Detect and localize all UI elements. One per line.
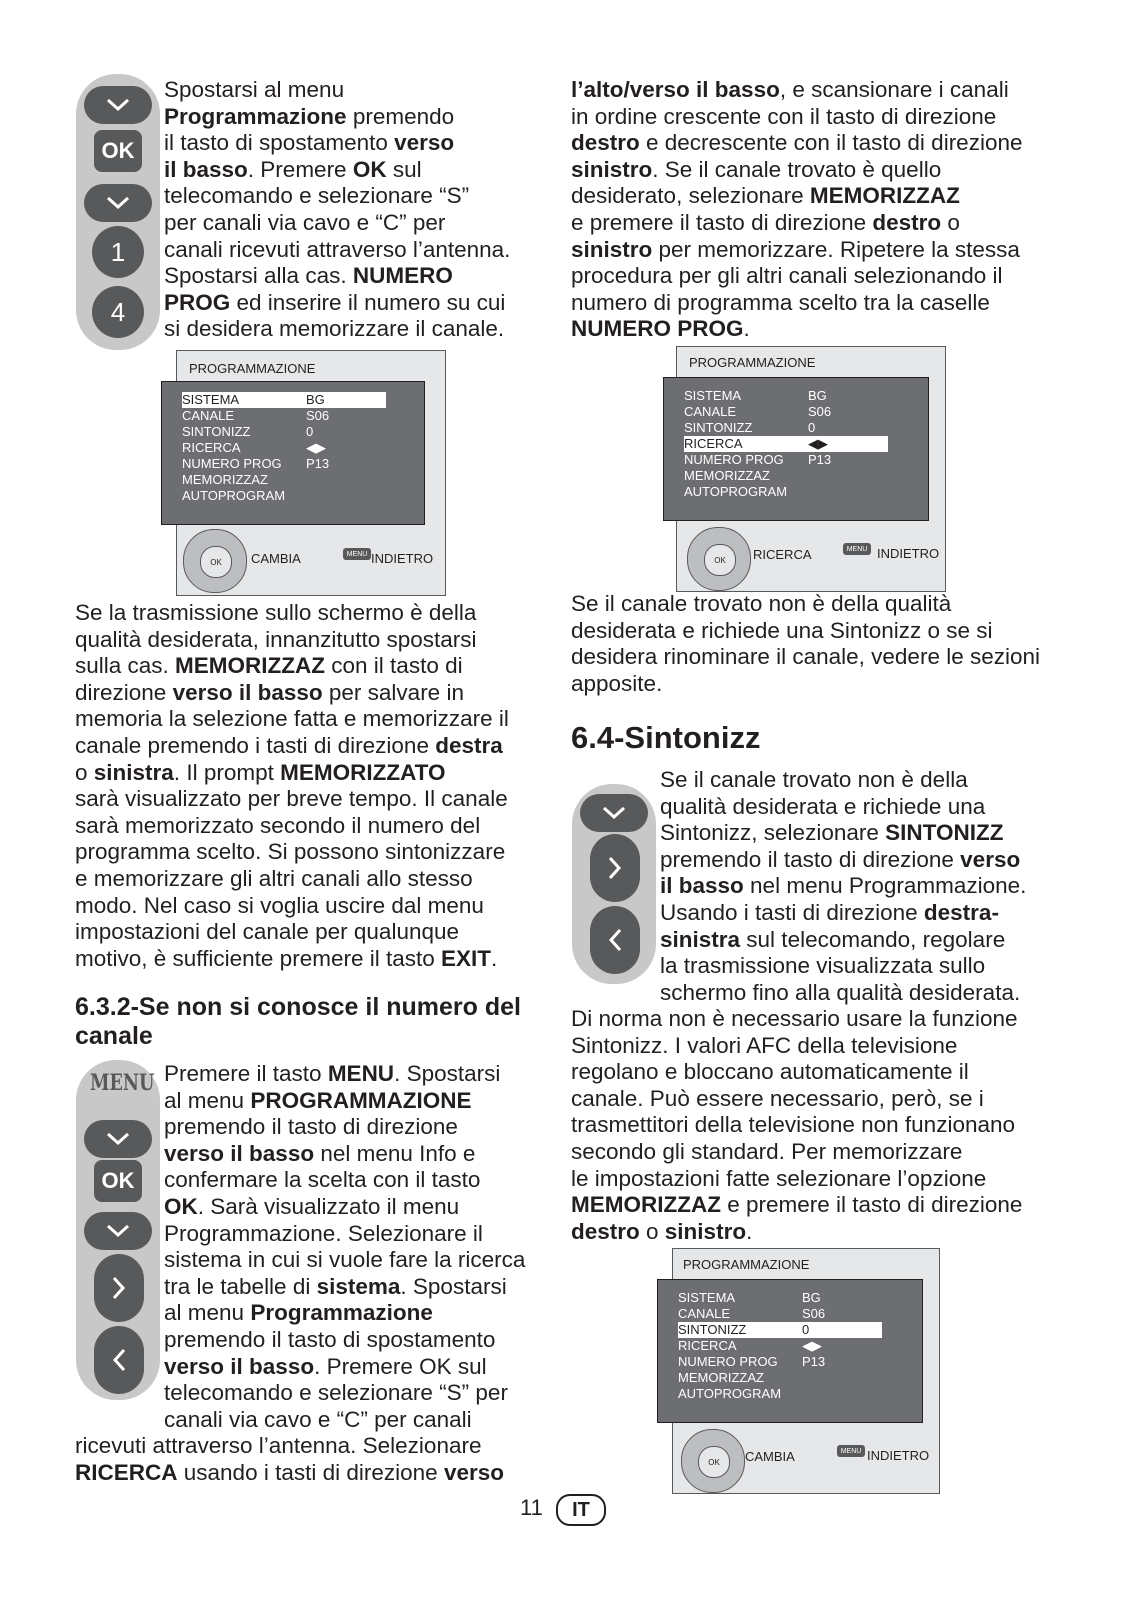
- text-line: la trasmissione visualizzata sullo: [660, 953, 986, 979]
- menu-row-label: MEMORIZZAZ: [182, 472, 268, 487]
- text-line: o sinistra. Il prompt MEMORIZZATO: [75, 759, 446, 785]
- text-line: al menu Programmazione: [164, 1300, 433, 1326]
- menu-row-canale: [678, 1306, 898, 1322]
- text-line: numero di programma scelto tra la caselle: [571, 289, 990, 315]
- text-line: impostazioni del canale per qualunque: [75, 919, 460, 945]
- menu-icon: MENU: [843, 543, 871, 555]
- programmazione-panel-3: [672, 1248, 940, 1494]
- text-line: premendo il tasto di spostamento: [164, 1326, 496, 1352]
- programmazione-panel-1: [176, 350, 446, 596]
- text-line: qualità desiderata e richiede una: [660, 793, 986, 819]
- section-heading-6-4: 6.4-Sintonizz: [571, 720, 761, 755]
- text-line: in ordine crescente con il tasto di direzione: [571, 103, 997, 129]
- text-line: Di norma non è necessario usare la funzione: [571, 1006, 1018, 1031]
- menu-row-autoprogram: [684, 484, 904, 500]
- menu-row-label: MEMORIZZAZ: [684, 468, 770, 483]
- text-line: le impostazioni fatte selezionare l’opzione: [571, 1165, 987, 1191]
- chevron-down-icon: [106, 1132, 130, 1146]
- text-line: procedura per gli altri canali selezionando il: [571, 263, 1003, 289]
- chevron-down-icon: [106, 196, 130, 210]
- menu-row-sistema: [684, 388, 904, 404]
- text-line: il tasto di spostamento verso: [164, 130, 455, 156]
- down-arrow-button: [84, 1120, 152, 1158]
- menu-row-label: SINTONIZZ: [678, 1322, 747, 1337]
- menu-row-label: CANALE: [182, 408, 235, 423]
- text-line: desidera rinominare il canale, vedere le sezioni: [571, 644, 1041, 670]
- ok-button: OK: [94, 130, 142, 172]
- menu-row-autoprogram: [678, 1386, 898, 1402]
- nav-ring-icon: [681, 1429, 745, 1493]
- text-line: trasmettitori della televisione non funzionano: [571, 1112, 1016, 1138]
- back-label: INDIETRO: [867, 1448, 930, 1463]
- panel-title: PROGRAMMAZIONE: [189, 361, 316, 376]
- panel-menu-list: [663, 377, 929, 521]
- down-arrow-button: [84, 1212, 152, 1250]
- menu-row-value: S06: [808, 404, 832, 419]
- text-line: canale premendo i tasti di direzione destra: [75, 732, 503, 758]
- down-arrow-button: [84, 184, 152, 222]
- menu-row-value: P13: [802, 1354, 826, 1369]
- remote-strip-1: [76, 74, 160, 350]
- menu-row-canale: [684, 404, 904, 420]
- text-line: motivo, è sufficiente premere il tasto EXIT.: [75, 945, 498, 971]
- text-line: secondo gli standard. Per memorizzare: [571, 1138, 963, 1164]
- menu-row-label: RICERCA: [684, 436, 743, 451]
- col2-sintonizz-text: [660, 767, 1080, 1006]
- menu-row-label: AUTOPROGRAM: [678, 1386, 782, 1401]
- col1-para-text: [75, 600, 555, 972]
- col1-intro-text: [164, 77, 564, 343]
- back-label: INDIETRO: [877, 546, 940, 561]
- menu-row-label: SISTEMA: [678, 1290, 736, 1305]
- text-line: apposite.: [571, 670, 663, 696]
- menu-row-label: SISTEMA: [684, 388, 742, 403]
- menu-row-value: ◀▶: [306, 440, 326, 455]
- text-line: confermare la scelta con il tasto: [164, 1167, 481, 1193]
- text-line: sistema in cui si vuole fare la ricerca: [164, 1247, 526, 1273]
- action-label: CAMBIA: [745, 1449, 795, 1464]
- text-line: verso il basso nel menu Info e: [164, 1140, 476, 1166]
- text-line: destro o sinistro.: [571, 1218, 753, 1244]
- menu-row-autoprogram: [182, 488, 402, 504]
- chevron-right-icon: [112, 1276, 126, 1300]
- ok-button: OK: [94, 1160, 142, 1202]
- menu-row-label: NUMERO PROG: [678, 1354, 778, 1369]
- text-line: canali ricevuti attraverso l’antenna.: [164, 236, 511, 262]
- col1-steps-tail-text: [75, 1433, 555, 1486]
- menu-row-value: 0: [808, 420, 816, 435]
- menu-row-label: SINTONIZZ: [182, 424, 251, 439]
- remote-strip-2: [76, 1060, 160, 1400]
- menu-row-ricerca: [684, 436, 888, 452]
- text-line: Programmazione premendo: [164, 103, 455, 129]
- left-arrow-button: [590, 906, 640, 974]
- text-line: destro e decrescente con il tasto di direzione: [571, 130, 1023, 156]
- menu-row-label: AUTOPROGRAM: [182, 488, 286, 503]
- text-line: modo. Nel caso si voglia uscire dal menu: [75, 892, 484, 918]
- text-line: RICERCA usando i tasti di direzione verso: [75, 1459, 504, 1485]
- text-line: e memorizzare gli altri canali allo stesso: [75, 865, 473, 891]
- menu-row-label: CANALE: [684, 404, 737, 419]
- menu-row-value: P13: [808, 452, 832, 467]
- back-label: INDIETRO: [371, 551, 434, 566]
- chevron-down-icon: [106, 1224, 130, 1238]
- panel-menu-list: [161, 381, 425, 525]
- text-line: l’alto/verso il basso, e scansionare i canali: [571, 77, 1009, 102]
- menu-row-ricerca: [182, 440, 402, 456]
- text-line: sinistro per memorizzare. Ripetere la stessa: [571, 236, 1020, 262]
- text-line: si desidera memorizzare il canale.: [164, 316, 505, 342]
- col1-steps-text: [164, 1061, 564, 1433]
- text-line: programma scelto. Si possono sintonizzare: [75, 839, 506, 865]
- menu-row-canale: [182, 408, 402, 424]
- menu-row-sistema: [678, 1290, 898, 1306]
- page-number: 11: [520, 1495, 543, 1520]
- panel-title: PROGRAMMAZIONE: [683, 1257, 810, 1272]
- menu-row-sintonizz: [684, 420, 904, 436]
- menu-row-memorizzaz: [678, 1370, 898, 1386]
- down-arrow-button: [84, 86, 152, 124]
- down-arrow-button: [580, 794, 648, 832]
- action-label: RICERCA: [753, 547, 812, 562]
- menu-row-value: S06: [306, 408, 330, 423]
- panel-menu-list: [657, 1279, 923, 1423]
- col2-para-text: [571, 591, 1051, 697]
- menu-row-value: BG: [802, 1290, 821, 1305]
- text-line: premendo il tasto di direzione verso: [660, 846, 1021, 872]
- menu-row-sistema: [182, 392, 386, 408]
- menu-row-numero-prog: [678, 1354, 898, 1370]
- text-line: regolano e bloccano automaticamente il: [571, 1059, 969, 1085]
- menu-row-label: RICERCA: [678, 1338, 737, 1353]
- menu-row-label: SINTONIZZ: [684, 420, 753, 435]
- left-arrow-button: [94, 1326, 144, 1394]
- menu-row-memorizzaz: [684, 468, 904, 484]
- text-line: ricevuti attraverso l’antenna. Selezionare: [75, 1433, 482, 1458]
- col2-sintonizz-tail-text: [571, 1006, 1051, 1245]
- chevron-down-icon: [602, 806, 626, 820]
- text-line: Usando i tasti di direzione destra-: [660, 899, 999, 925]
- menu-row-label: RICERCA: [182, 440, 241, 455]
- text-line: memoria la selezione fatta e memorizzare il: [75, 706, 509, 732]
- text-line: per canali via cavo e “C” per: [164, 209, 446, 235]
- menu-row-numero-prog: [182, 456, 402, 472]
- action-label: CAMBIA: [251, 551, 301, 566]
- text-line: sulla cas. MEMORIZZAZ con il tasto di: [75, 653, 463, 679]
- menu-row-value: 0: [802, 1322, 810, 1337]
- menu-row-label: MEMORIZZAZ: [678, 1370, 764, 1385]
- text-line: schermo fino alla qualità desiderata.: [660, 979, 1021, 1005]
- text-line: desiderato, selezionare MEMORIZZAZ: [571, 183, 960, 209]
- text-line: qualità desiderata, innanzitutto spostarsi: [75, 626, 477, 652]
- text-line: tra le tabelle di sistema. Spostarsi: [164, 1273, 507, 1299]
- language-badge: IT: [556, 1494, 606, 1526]
- nav-ring-icon: [183, 529, 247, 593]
- menu-row-value: ◀▶: [808, 436, 828, 451]
- menu-row-label: AUTOPROGRAM: [684, 484, 788, 499]
- text-line: Se la trasmissione sullo schermo è della: [75, 600, 477, 625]
- text-line: canale. Può essere necessario, però, se i: [571, 1085, 984, 1111]
- ok-icon: OK: [200, 546, 232, 578]
- menu-row-sintonizz: [182, 424, 402, 440]
- ok-icon: OK: [698, 1446, 730, 1478]
- text-line: premendo il tasto di direzione: [164, 1114, 458, 1140]
- menu-row-memorizzaz: [182, 472, 402, 488]
- section-heading-6-3-2: 6.3.2-Se non si conosce il numero del canale: [75, 993, 521, 1050]
- menu-icon: MENU: [837, 1445, 865, 1457]
- digit-1-button: 1: [92, 226, 144, 278]
- text-line: sinistra sul telecomando, regolare: [660, 926, 1006, 952]
- menu-row-value: P13: [306, 456, 330, 471]
- text-line: Sintonizz, selezionare SINTONIZZ: [660, 820, 1004, 846]
- remote-strip-3: [572, 784, 656, 984]
- text-line: Spostarsi al menu: [164, 77, 345, 102]
- text-line: al menu PROGRAMMAZIONE: [164, 1087, 472, 1113]
- text-line: il basso. Premere OK sul: [164, 156, 422, 182]
- text-line: Premere il tasto MENU. Spostarsi: [164, 1061, 501, 1086]
- text-line: sarà visualizzato per breve tempo. Il canale: [75, 786, 508, 812]
- text-line: Se il canale trovato non è della qualità: [571, 591, 952, 616]
- chevron-left-icon: [112, 1348, 126, 1372]
- text-line: canali via cavo e “C” per canali: [164, 1406, 472, 1432]
- menu-row-label: CANALE: [678, 1306, 731, 1321]
- menu-row-value: BG: [306, 392, 325, 407]
- text-line: telecomando e selezionare “S” per: [164, 1380, 508, 1406]
- menu-row-label: NUMERO PROG: [684, 452, 784, 467]
- digit-4-button: 4: [92, 286, 144, 338]
- text-line: direzione verso il basso per salvare in: [75, 679, 464, 705]
- menu-row-sintonizz: [678, 1322, 882, 1338]
- text-line: telecomando e selezionare “S”: [164, 183, 470, 209]
- programmazione-panel-2: [676, 346, 946, 592]
- text-line: e premere il tasto di direzione destro o: [571, 209, 960, 235]
- menu-row-label: SISTEMA: [182, 392, 240, 407]
- text-line: PROG ed inserire il numero su cui: [164, 289, 506, 315]
- col2-intro-text: [571, 77, 1051, 343]
- chevron-right-icon: [608, 856, 622, 880]
- right-arrow-button: [94, 1254, 144, 1322]
- text-line: desiderata e richiede una Sintonizz o se si: [571, 617, 993, 643]
- nav-ring-icon: [687, 527, 751, 591]
- text-line: Programmazione. Selezionare il: [164, 1220, 483, 1246]
- text-line: sarà memorizzato secondo il numero del: [75, 812, 481, 838]
- panel-title: PROGRAMMAZIONE: [689, 355, 816, 370]
- menu-icon: MENU: [343, 548, 371, 560]
- menu-row-value: BG: [808, 388, 827, 403]
- ok-icon: OK: [704, 544, 736, 576]
- menu-row-value: ◀▶: [802, 1338, 822, 1353]
- text-line: MEMORIZZAZ e premere il tasto di direzione: [571, 1192, 1023, 1218]
- text-line: NUMERO PROG.: [571, 316, 750, 342]
- menu-row-value: 0: [306, 424, 314, 439]
- right-arrow-button: [590, 834, 640, 902]
- menu-row-label: NUMERO PROG: [182, 456, 282, 471]
- text-line: sinistro. Se il canale trovato è quello: [571, 156, 942, 182]
- text-line: Se il canale trovato non è della: [660, 767, 968, 792]
- chevron-left-icon: [608, 928, 622, 952]
- menu-row-numero-prog: [684, 452, 904, 468]
- text-line: Spostarsi alla cas. NUMERO: [164, 263, 453, 289]
- text-line: OK. Sarà visualizzato il menu: [164, 1193, 460, 1219]
- menu-row-ricerca: [678, 1338, 898, 1354]
- chevron-down-icon: [106, 98, 130, 112]
- menu-row-value: S06: [802, 1306, 826, 1321]
- text-line: verso il basso. Premere OK sul: [164, 1353, 487, 1379]
- text-line: il basso nel menu Programmazione.: [660, 873, 1027, 899]
- menu-button: MENU: [90, 1070, 155, 1096]
- text-line: Sintonizz. I valori AFC della televisione: [571, 1032, 958, 1058]
